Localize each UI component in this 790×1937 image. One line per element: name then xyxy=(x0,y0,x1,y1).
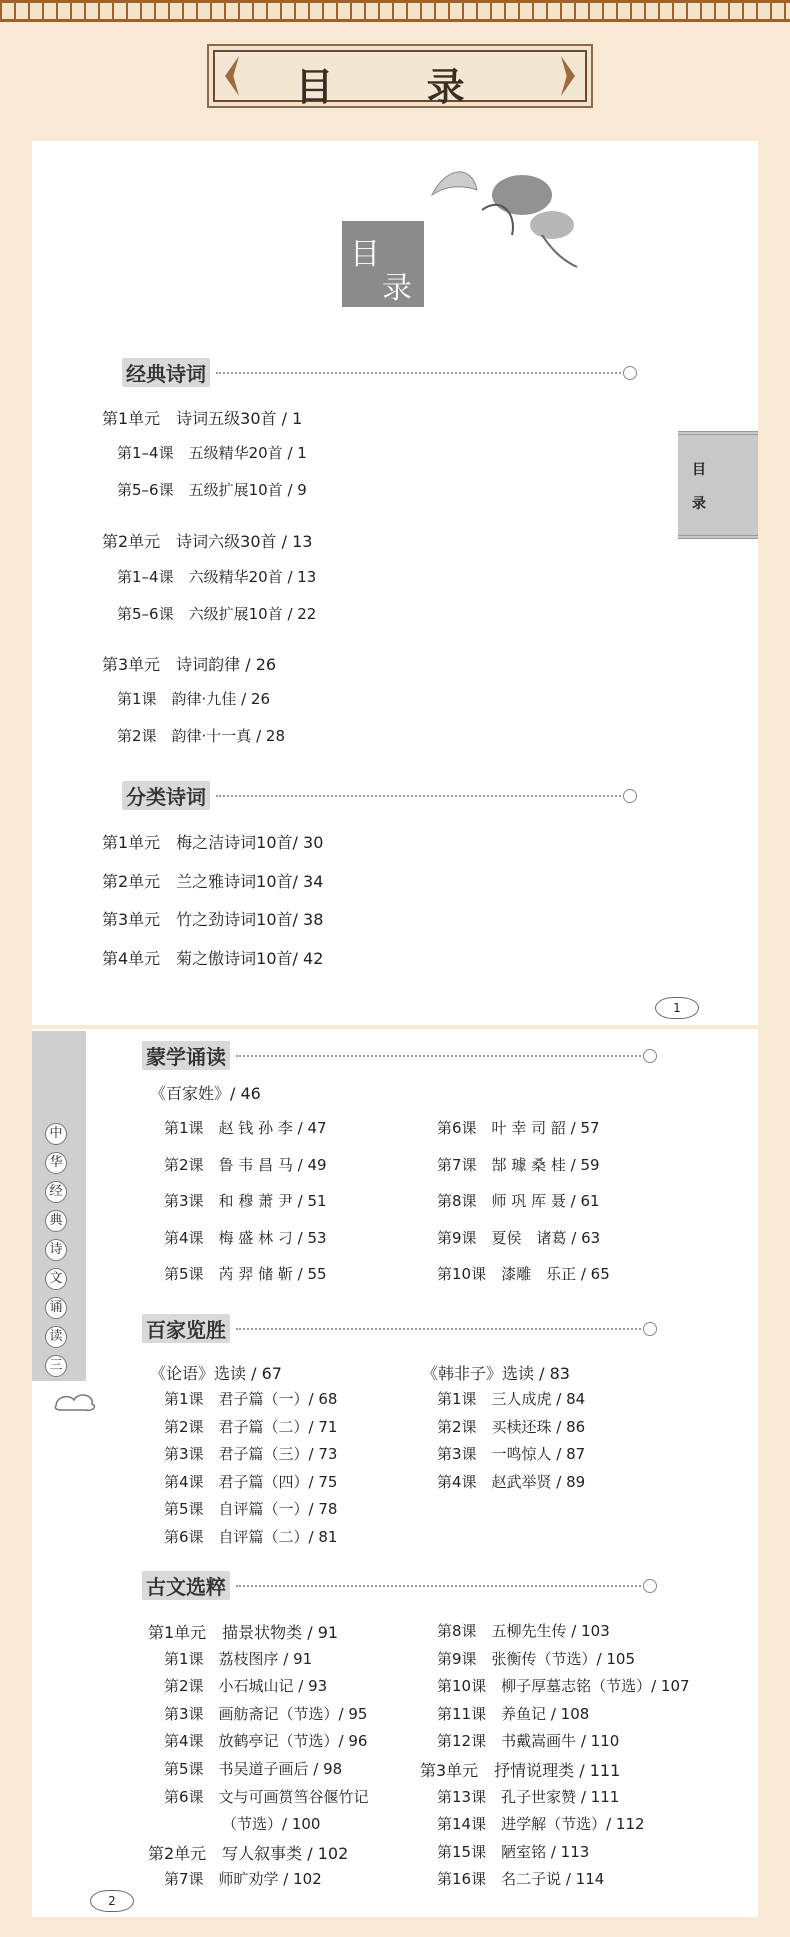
book-entry: 《百家姓》/ 46 xyxy=(150,1084,261,1103)
series-char: 中 xyxy=(45,1123,67,1145)
unit-entry: 第3单元 抒情说理类 / 111 xyxy=(420,1761,621,1780)
unit-entry: 第1单元 梅之洁诗词10首/ 30 xyxy=(102,833,324,852)
lesson-entry: 第3课 画舫斋记（节选）/ 95 xyxy=(164,1704,368,1723)
lesson-entry: 第5–6课 五级扩展10首 / 9 xyxy=(117,481,307,499)
toc-page-1 xyxy=(32,141,758,1025)
lesson-entry: 第1课 三人成虎 / 84 xyxy=(437,1390,586,1408)
lesson-entry: 第2课 君子篇（二）/ 71 xyxy=(164,1417,338,1436)
lesson-entry: 第3课 一鸣惊人 / 87 xyxy=(437,1445,586,1463)
lesson-entry: 第8课 师 巩 厍 聂 / 61 xyxy=(437,1192,600,1210)
lesson-entry: 第14课 进学解（节选）/ 112 xyxy=(437,1815,645,1834)
lesson-entry: （节选）/ 100 xyxy=(222,1815,321,1834)
lesson-entry: 第13课 孔子世家赞 / 111 xyxy=(437,1787,620,1806)
lesson-entry: 第5课 芮 羿 储 靳 / 55 xyxy=(164,1265,327,1283)
lesson-entry: 第7课 师旷劝学 / 102 xyxy=(164,1870,322,1889)
page-title: 目 录 xyxy=(295,64,505,109)
lesson-entry: 第7课 郜 璩 桑 桂 / 59 xyxy=(437,1155,600,1174)
lesson-entry: 第4课 君子篇（四）/ 75 xyxy=(164,1472,338,1491)
lesson-entry: 第6课 自评篇（二）/ 81 xyxy=(164,1527,338,1546)
series-char: 诵 xyxy=(45,1297,67,1319)
seal-stamp: 目 录 xyxy=(342,221,424,307)
lesson-entry: 第5课 书吴道子画后 / 98 xyxy=(164,1760,343,1778)
section-header xyxy=(142,1041,657,1070)
series-char: 文 xyxy=(45,1268,67,1290)
toc-page-2 xyxy=(32,1029,758,1917)
series-char: 典 xyxy=(45,1210,67,1232)
lesson-entry: 第8课 五柳先生传 / 103 xyxy=(437,1622,610,1640)
book-entry: 《论语》选读 / 67 xyxy=(150,1364,282,1383)
lesson-entry: 第4课 放鹤亭记（节选）/ 96 xyxy=(164,1732,368,1751)
section-header xyxy=(142,1571,657,1600)
lesson-entry: 第4课 梅 盛 林 刁 / 53 xyxy=(164,1228,327,1247)
lesson-entry: 第4课 赵武举贤 / 89 xyxy=(437,1472,586,1491)
lesson-entry: 第9课 张衡传（节选）/ 105 xyxy=(437,1649,635,1668)
unit-entry: 第1单元 诗词五级30首 / 1 xyxy=(102,409,303,428)
lesson-entry: 第11课 养鱼记 / 108 xyxy=(437,1704,590,1723)
lesson-entry: 第5课 自评篇（一）/ 78 xyxy=(164,1500,338,1518)
decorative-border xyxy=(0,0,790,22)
lesson-entry: 第3课 和 穆 萧 尹 / 51 xyxy=(164,1192,327,1210)
page-number: 1 xyxy=(655,997,699,1019)
section-header xyxy=(142,1314,657,1343)
cloud-ornament-icon xyxy=(52,1388,100,1414)
lesson-entry: 第1课 荔枝图序 / 91 xyxy=(164,1649,313,1668)
series-char: 经 xyxy=(45,1181,67,1203)
lesson-entry: 第15课 陋室铭 / 113 xyxy=(437,1842,590,1861)
series-vertical-tab xyxy=(32,1031,86,1381)
section-title: 蒙学诵读 xyxy=(142,1041,230,1070)
lesson-entry: 第2课 买椟还珠 / 86 xyxy=(437,1417,586,1436)
series-char: 诗 xyxy=(45,1239,67,1261)
lesson-entry: 第6课 文与可画筼筜谷偃竹记 xyxy=(164,1787,369,1806)
unit-entry: 第2单元 诗词六级30首 / 13 xyxy=(102,532,313,551)
lesson-entry: 第16课 名二子说 / 114 xyxy=(437,1870,605,1889)
lesson-entry: 第1–4课 六级精华20首 / 13 xyxy=(117,568,317,586)
series-char: 华 xyxy=(45,1152,67,1174)
side-tab: 目 录 xyxy=(678,431,758,539)
lesson-entry: 第3课 君子篇（三）/ 73 xyxy=(164,1445,338,1463)
lesson-entry: 第10课 漆雕 乐正 / 65 xyxy=(437,1265,610,1283)
lesson-entry: 第12课 书戴嵩画牛 / 110 xyxy=(437,1732,620,1751)
lesson-entry: 第10课 柳子厚墓志铭（节选）/ 107 xyxy=(437,1677,690,1696)
lotus-ink-illustration xyxy=(402,155,592,275)
series-char: 三 xyxy=(45,1355,67,1377)
lesson-entry: 第5–6课 六级扩展10首 / 22 xyxy=(117,605,317,623)
unit-entry: 第3单元 竹之劲诗词10首/ 38 xyxy=(102,910,324,929)
book-entry: 《韩非子》选读 / 83 xyxy=(422,1364,570,1383)
lesson-entry: 第1课 君子篇（一）/ 68 xyxy=(164,1390,338,1408)
title-banner xyxy=(213,50,587,109)
unit-entry: 第4单元 菊之傲诗词10首/ 42 xyxy=(102,948,324,968)
unit-entry: 第2单元 兰之雅诗词10首/ 34 xyxy=(102,871,324,891)
lesson-entry: 第2课 韵律·十一真 / 28 xyxy=(117,727,285,745)
unit-entry: 第2单元 写人叙事类 / 102 xyxy=(148,1843,349,1863)
lesson-entry: 第2课 小石城山记 / 93 xyxy=(164,1677,328,1696)
section-title: 经典诗词 xyxy=(122,358,210,387)
lesson-entry: 第1课 赵 钱 孙 李 / 47 xyxy=(164,1119,327,1137)
unit-entry: 第3单元 诗词韵律 / 26 xyxy=(102,655,277,674)
section-title: 分类诗词 xyxy=(122,781,210,810)
lesson-entry: 第6课 叶 幸 司 韶 / 57 xyxy=(437,1119,600,1137)
section-header xyxy=(122,358,637,387)
lesson-entry: 第9课 夏侯 诸葛 / 63 xyxy=(437,1228,601,1247)
series-char: 读 xyxy=(45,1326,67,1348)
lesson-entry: 第1–4课 五级精华20首 / 1 xyxy=(117,444,307,462)
section-header xyxy=(122,781,637,810)
section-title: 百家览胜 xyxy=(142,1314,230,1343)
lesson-entry: 第1课 韵律·九佳 / 26 xyxy=(117,690,270,708)
lesson-entry: 第2课 鲁 韦 昌 马 / 49 xyxy=(164,1155,327,1174)
section-title: 古文选粹 xyxy=(142,1571,230,1600)
page-number: 2 xyxy=(90,1890,134,1912)
unit-entry: 第1单元 描景状物类 / 91 xyxy=(148,1623,339,1642)
